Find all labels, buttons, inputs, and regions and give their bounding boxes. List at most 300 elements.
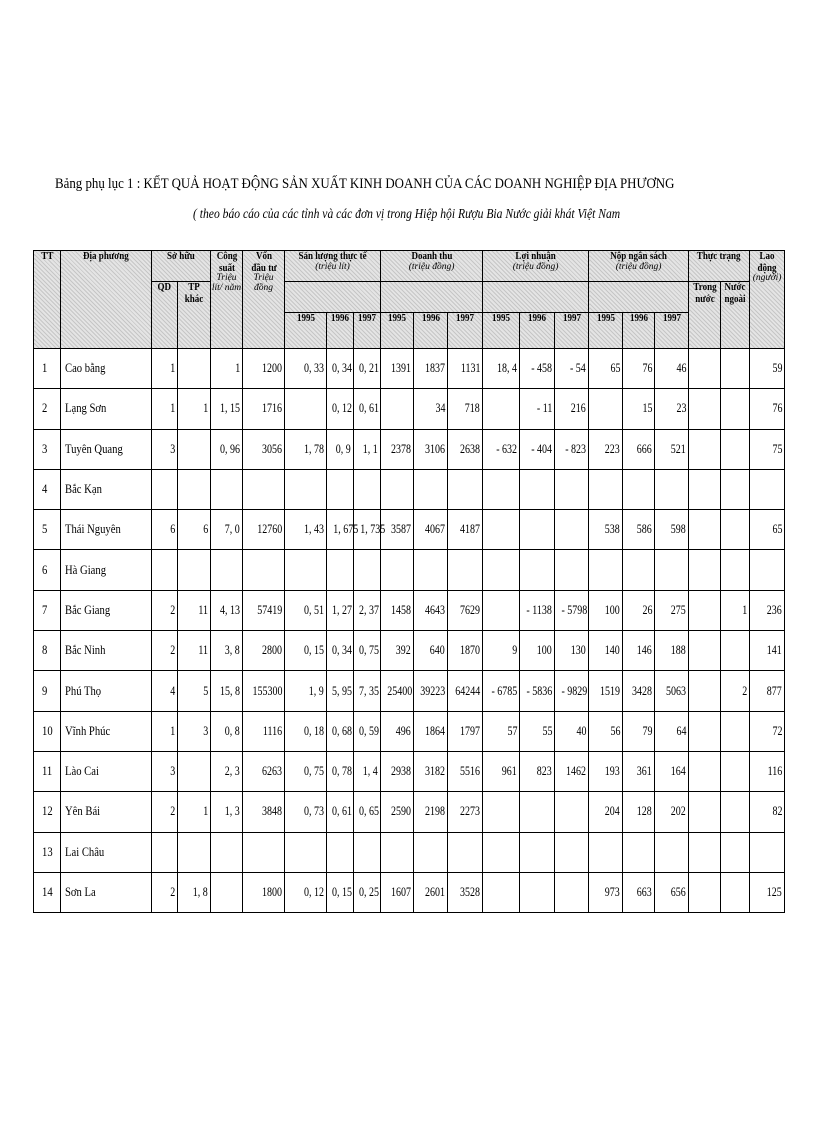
value-cell: 0, 78 <box>327 751 354 791</box>
value-cell: 2273 <box>448 792 483 832</box>
value-cell <box>589 550 623 590</box>
value-cell: 2 <box>152 792 178 832</box>
table-row <box>34 832 785 872</box>
province-cell: Hà Giang <box>61 550 152 590</box>
table-body <box>34 349 785 913</box>
value-cell: 666 <box>623 429 655 469</box>
header-cong-suat-unit: Triệu lít/ năm <box>211 273 242 294</box>
value-cell <box>354 832 381 872</box>
value-cell: 3 <box>178 711 211 751</box>
value-cell: 64244 <box>448 671 483 711</box>
row-number-cell: 13 <box>34 832 61 872</box>
value-cell: 5063 <box>655 671 689 711</box>
value-cell <box>414 832 448 872</box>
value-cell <box>483 469 520 509</box>
value-cell <box>381 550 414 590</box>
row-number-cell: 11 <box>34 751 61 791</box>
row-number-cell: 9 <box>34 671 61 711</box>
value-cell: 11 <box>178 590 211 630</box>
value-cell: 1, 27 <box>327 590 354 630</box>
value-cell: 3428 <box>623 671 655 711</box>
value-cell: 3587 <box>381 510 414 550</box>
value-cell: 72 <box>750 711 785 751</box>
value-cell <box>623 469 655 509</box>
value-cell <box>178 429 211 469</box>
value-cell: 40 <box>555 711 589 751</box>
value-cell <box>721 631 750 671</box>
value-cell <box>354 550 381 590</box>
value-cell: 4067 <box>414 510 448 550</box>
value-cell <box>721 792 750 832</box>
year-1997: 1997 <box>448 313 483 349</box>
value-cell: 2 <box>152 872 178 912</box>
value-cell <box>483 590 520 630</box>
value-cell: 4187 <box>448 510 483 550</box>
value-cell <box>211 469 243 509</box>
year-1997: 1997 <box>555 313 589 349</box>
value-cell: - 6785 <box>483 671 520 711</box>
value-cell <box>327 550 354 590</box>
value-cell: 663 <box>623 872 655 912</box>
value-cell: 3528 <box>448 872 483 912</box>
value-cell <box>721 469 750 509</box>
value-cell: 392 <box>381 631 414 671</box>
header-cong-suat: Công suất Triệu lít/ năm <box>211 251 243 349</box>
value-cell: 2938 <box>381 751 414 791</box>
year-1996: 1996 <box>414 313 448 349</box>
value-cell: 3106 <box>414 429 448 469</box>
header-von-dau-tu: Vốn đầu tư Triệu đồng <box>243 251 285 349</box>
value-cell: 1519 <box>589 671 623 711</box>
header-trong-nuoc: Trong nước <box>689 282 721 349</box>
value-cell <box>211 550 243 590</box>
row-number-cell: 10 <box>34 711 61 751</box>
value-cell: 1, 15 <box>211 389 243 429</box>
year-1995: 1995 <box>483 313 520 349</box>
row-number-cell: 4 <box>34 469 61 509</box>
value-cell: 0, 33 <box>285 349 327 389</box>
value-cell <box>448 469 483 509</box>
value-cell <box>520 510 555 550</box>
row-number-cell: 7 <box>34 590 61 630</box>
value-cell: 4 <box>152 671 178 711</box>
value-cell: 640 <box>414 631 448 671</box>
value-cell: 3848 <box>243 792 285 832</box>
value-cell <box>750 832 785 872</box>
value-cell: 56 <box>589 711 623 751</box>
value-cell: 2 <box>152 590 178 630</box>
value-cell: 5 <box>178 671 211 711</box>
value-cell: 223 <box>589 429 623 469</box>
value-cell: 0, 18 <box>285 711 327 751</box>
header-nop-ngan-sach: Nộp ngân sách (triệu đồng) <box>589 251 689 282</box>
row-number-cell: 1 <box>34 349 61 389</box>
value-cell: 0, 51 <box>285 590 327 630</box>
value-cell: 141 <box>750 631 785 671</box>
province-cell: Lai Châu <box>61 832 152 872</box>
value-cell: 1837 <box>414 349 448 389</box>
province-cell: Lào Cai <box>61 751 152 791</box>
value-cell: 4643 <box>414 590 448 630</box>
value-cell: 1391 <box>381 349 414 389</box>
value-cell: 25400 <box>381 671 414 711</box>
value-cell: 1800 <box>243 872 285 912</box>
value-cell: 155300 <box>243 671 285 711</box>
value-cell: 236 <box>750 590 785 630</box>
value-cell: 57 <box>483 711 520 751</box>
value-cell <box>689 550 721 590</box>
value-cell: 1, 43 <box>285 510 327 550</box>
table-row <box>34 510 785 550</box>
value-cell <box>483 832 520 872</box>
table-row <box>34 751 785 791</box>
value-cell: 7, 0 <box>211 510 243 550</box>
province-cell: Cao bằng <box>61 349 152 389</box>
value-cell <box>483 510 520 550</box>
value-cell <box>285 550 327 590</box>
value-cell <box>354 469 381 509</box>
province-cell: Sơn La <box>61 872 152 912</box>
value-cell <box>178 550 211 590</box>
value-cell <box>721 429 750 469</box>
value-cell <box>178 469 211 509</box>
value-cell: 23 <box>655 389 689 429</box>
value-cell: - 823 <box>555 429 589 469</box>
header-thuc-trang: Thực trạng <box>689 251 750 282</box>
value-cell: - 1138 <box>520 590 555 630</box>
value-cell <box>750 469 785 509</box>
value-cell: 1 <box>152 711 178 751</box>
value-cell <box>448 832 483 872</box>
value-cell: 2638 <box>448 429 483 469</box>
value-cell <box>414 469 448 509</box>
value-cell: 6 <box>178 510 211 550</box>
value-cell <box>520 469 555 509</box>
value-cell: 0, 68 <box>327 711 354 751</box>
value-cell: - 54 <box>555 349 589 389</box>
value-cell: 1, 1 <box>354 429 381 469</box>
value-cell <box>555 832 589 872</box>
row-number-cell: 3 <box>34 429 61 469</box>
value-cell: 0, 65 <box>354 792 381 832</box>
value-cell <box>689 510 721 550</box>
value-cell: 12760 <box>243 510 285 550</box>
value-cell <box>327 832 354 872</box>
year-1995: 1995 <box>381 313 414 349</box>
value-cell <box>483 872 520 912</box>
header-san-luong: Sản lượng thực tế (triệu lít) <box>285 251 381 282</box>
value-cell <box>483 550 520 590</box>
header-nuoc-ngoai: Nước ngoài <box>721 282 750 349</box>
value-cell <box>178 751 211 791</box>
value-cell: 130 <box>555 631 589 671</box>
value-cell <box>414 550 448 590</box>
value-cell: 5, 95 <box>327 671 354 711</box>
value-cell: 0, 59 <box>354 711 381 751</box>
value-cell: 598 <box>655 510 689 550</box>
value-cell: 26 <box>623 590 655 630</box>
value-cell: - 11 <box>520 389 555 429</box>
value-cell: 1, 8 <box>178 872 211 912</box>
value-cell <box>623 832 655 872</box>
value-cell: 0, 61 <box>327 792 354 832</box>
value-cell <box>689 751 721 791</box>
value-cell: 9 <box>483 631 520 671</box>
value-cell: 2800 <box>243 631 285 671</box>
value-cell <box>589 469 623 509</box>
value-cell <box>211 832 243 872</box>
value-cell: 15 <box>623 389 655 429</box>
value-cell: 188 <box>655 631 689 671</box>
value-cell: 146 <box>623 631 655 671</box>
value-cell <box>655 832 689 872</box>
value-cell <box>381 832 414 872</box>
header-dia-phuong: Địa phương <box>61 251 152 349</box>
value-cell <box>689 832 721 872</box>
value-cell <box>243 550 285 590</box>
value-cell: 496 <box>381 711 414 751</box>
value-cell: 1200 <box>243 349 285 389</box>
value-cell <box>689 711 721 751</box>
header-tp-khac: TP khác <box>178 282 211 349</box>
value-cell: 0, 15 <box>327 872 354 912</box>
province-cell: Thái Nguyên <box>61 510 152 550</box>
value-cell: 877 <box>750 671 785 711</box>
year-1995: 1995 <box>285 313 327 349</box>
value-cell: 961 <box>483 751 520 791</box>
value-cell <box>448 550 483 590</box>
value-cell: 1, 3 <box>211 792 243 832</box>
value-cell: 59 <box>750 349 785 389</box>
value-cell: 100 <box>589 590 623 630</box>
value-cell: 1607 <box>381 872 414 912</box>
table-row <box>34 590 785 630</box>
value-cell <box>721 872 750 912</box>
value-cell: 1, 9 <box>285 671 327 711</box>
appendix-subtitle: ( theo báo cáo của các tỉnh và các đơn vị trong Hiệp hội Rượu Bia Nước giải khát Việt Nam <box>193 206 621 221</box>
value-cell: 275 <box>655 590 689 630</box>
row-number-cell: 6 <box>34 550 61 590</box>
results-table <box>33 250 785 913</box>
value-cell: 1, 735 <box>354 510 381 550</box>
value-cell: 125 <box>750 872 785 912</box>
value-cell: 6 <box>152 510 178 550</box>
value-cell: 0, 34 <box>327 631 354 671</box>
value-cell <box>689 469 721 509</box>
value-cell: 76 <box>750 389 785 429</box>
value-cell: 6263 <box>243 751 285 791</box>
value-cell: 55 <box>520 711 555 751</box>
value-cell: 65 <box>750 510 785 550</box>
value-cell: 100 <box>520 631 555 671</box>
value-cell: 0, 73 <box>285 792 327 832</box>
value-cell: 2, 3 <box>211 751 243 791</box>
value-cell: 1458 <box>381 590 414 630</box>
table-row <box>34 389 785 429</box>
value-cell: 202 <box>655 792 689 832</box>
value-cell: 76 <box>623 349 655 389</box>
value-cell <box>689 429 721 469</box>
value-cell: 0, 12 <box>285 872 327 912</box>
value-cell: 57419 <box>243 590 285 630</box>
province-cell: Bắc Giang <box>61 590 152 630</box>
value-cell: 46 <box>655 349 689 389</box>
value-cell <box>689 631 721 671</box>
value-cell <box>211 872 243 912</box>
value-cell: 128 <box>623 792 655 832</box>
value-cell <box>381 469 414 509</box>
row-number-cell: 5 <box>34 510 61 550</box>
value-cell <box>520 792 555 832</box>
value-cell: 2198 <box>414 792 448 832</box>
value-cell <box>623 550 655 590</box>
province-cell: Bắc Ninh <box>61 631 152 671</box>
value-cell: 18, 4 <box>483 349 520 389</box>
value-cell: 79 <box>623 711 655 751</box>
value-cell <box>655 469 689 509</box>
value-cell: 1, 78 <box>285 429 327 469</box>
value-cell: 718 <box>448 389 483 429</box>
value-cell <box>285 469 327 509</box>
value-cell <box>721 751 750 791</box>
value-cell: 0, 61 <box>354 389 381 429</box>
value-cell <box>243 469 285 509</box>
value-cell: 82 <box>750 792 785 832</box>
value-cell: 1116 <box>243 711 285 751</box>
header-doanh-thu: Doanh thu (triệu đồng) <box>381 251 483 282</box>
value-cell: 1 <box>211 349 243 389</box>
value-cell <box>689 590 721 630</box>
value-cell <box>750 550 785 590</box>
value-cell: 11 <box>178 631 211 671</box>
value-cell: 2590 <box>381 792 414 832</box>
value-cell: 4, 13 <box>211 590 243 630</box>
value-cell: 216 <box>555 389 589 429</box>
value-cell <box>721 711 750 751</box>
header-so-huu: Sở hữu <box>152 251 211 282</box>
year-1996: 1996 <box>327 313 354 349</box>
value-cell <box>721 510 750 550</box>
value-cell: - 5836 <box>520 671 555 711</box>
table-row <box>34 429 785 469</box>
value-cell <box>520 832 555 872</box>
value-cell <box>689 792 721 832</box>
header-lao-dong-unit: (người) <box>752 273 782 284</box>
table-row <box>34 872 785 912</box>
value-cell: 34 <box>414 389 448 429</box>
header-lao-dong: Lao động (người) <box>750 251 785 349</box>
row-number-cell: 2 <box>34 389 61 429</box>
value-cell <box>721 349 750 389</box>
table-row <box>34 631 785 671</box>
value-cell: 1716 <box>243 389 285 429</box>
value-cell: 15, 8 <box>211 671 243 711</box>
value-cell: 193 <box>589 751 623 791</box>
value-cell: - 9829 <box>555 671 589 711</box>
value-cell <box>555 510 589 550</box>
value-cell <box>178 349 211 389</box>
header-loi-nhuan-unit: (triệu đồng) <box>512 261 559 272</box>
header-von-unit: Triệu đồng <box>253 273 274 294</box>
value-cell <box>152 832 178 872</box>
value-cell <box>327 469 354 509</box>
value-cell: 0, 21 <box>354 349 381 389</box>
table-row <box>34 349 785 389</box>
province-cell: Yên Bái <box>61 792 152 832</box>
value-cell: 7, 35 <box>354 671 381 711</box>
value-cell <box>589 389 623 429</box>
value-cell <box>689 349 721 389</box>
value-cell: 0, 25 <box>354 872 381 912</box>
table-row <box>34 792 785 832</box>
value-cell: 0, 96 <box>211 429 243 469</box>
value-cell: 1 <box>152 389 178 429</box>
value-cell: 823 <box>520 751 555 791</box>
header-san-luong-unit: (triệu lít) <box>315 261 350 272</box>
value-cell <box>520 550 555 590</box>
table-row <box>34 469 785 509</box>
value-cell: 65 <box>589 349 623 389</box>
value-cell: 973 <box>589 872 623 912</box>
value-cell: 3 <box>152 429 178 469</box>
table-row <box>34 671 785 711</box>
value-cell: 3, 8 <box>211 631 243 671</box>
value-cell: 1462 <box>555 751 589 791</box>
value-cell: - 632 <box>483 429 520 469</box>
value-cell <box>243 832 285 872</box>
value-cell <box>178 832 211 872</box>
header-nop-unit: (triệu đồng) <box>615 261 662 272</box>
table-row <box>34 711 785 751</box>
value-cell: 2 <box>721 671 750 711</box>
value-cell: 2 <box>152 631 178 671</box>
value-cell: - 5798 <box>555 590 589 630</box>
value-cell: - 404 <box>520 429 555 469</box>
value-cell: 538 <box>589 510 623 550</box>
value-cell: 1864 <box>414 711 448 751</box>
value-cell: 1 <box>721 590 750 630</box>
header-doanh-thu-unit: (triệu đồng) <box>408 261 455 272</box>
value-cell: 3 <box>152 751 178 791</box>
value-cell: 3056 <box>243 429 285 469</box>
value-cell: 0, 75 <box>285 751 327 791</box>
province-cell: Tuyên Quang <box>61 429 152 469</box>
value-cell <box>689 389 721 429</box>
value-cell: 75 <box>750 429 785 469</box>
row-number-cell: 8 <box>34 631 61 671</box>
value-cell: 1, 4 <box>354 751 381 791</box>
value-cell <box>520 872 555 912</box>
table-row <box>34 550 785 590</box>
value-cell <box>721 550 750 590</box>
value-cell: 2, 37 <box>354 590 381 630</box>
value-cell <box>483 389 520 429</box>
province-cell: Bắc Kạn <box>61 469 152 509</box>
value-cell: 0, 8 <box>211 711 243 751</box>
value-cell: 0, 75 <box>354 631 381 671</box>
value-cell: 1870 <box>448 631 483 671</box>
value-cell: 116 <box>750 751 785 791</box>
value-cell: 64 <box>655 711 689 751</box>
value-cell: 7629 <box>448 590 483 630</box>
value-cell: 204 <box>589 792 623 832</box>
province-cell: Vĩnh Phúc <box>61 711 152 751</box>
header-loi-nhuan: Lợi nhuận (triệu đồng) <box>483 251 589 282</box>
value-cell: 361 <box>623 751 655 791</box>
table-header <box>34 251 785 349</box>
value-cell <box>555 469 589 509</box>
value-cell <box>689 671 721 711</box>
